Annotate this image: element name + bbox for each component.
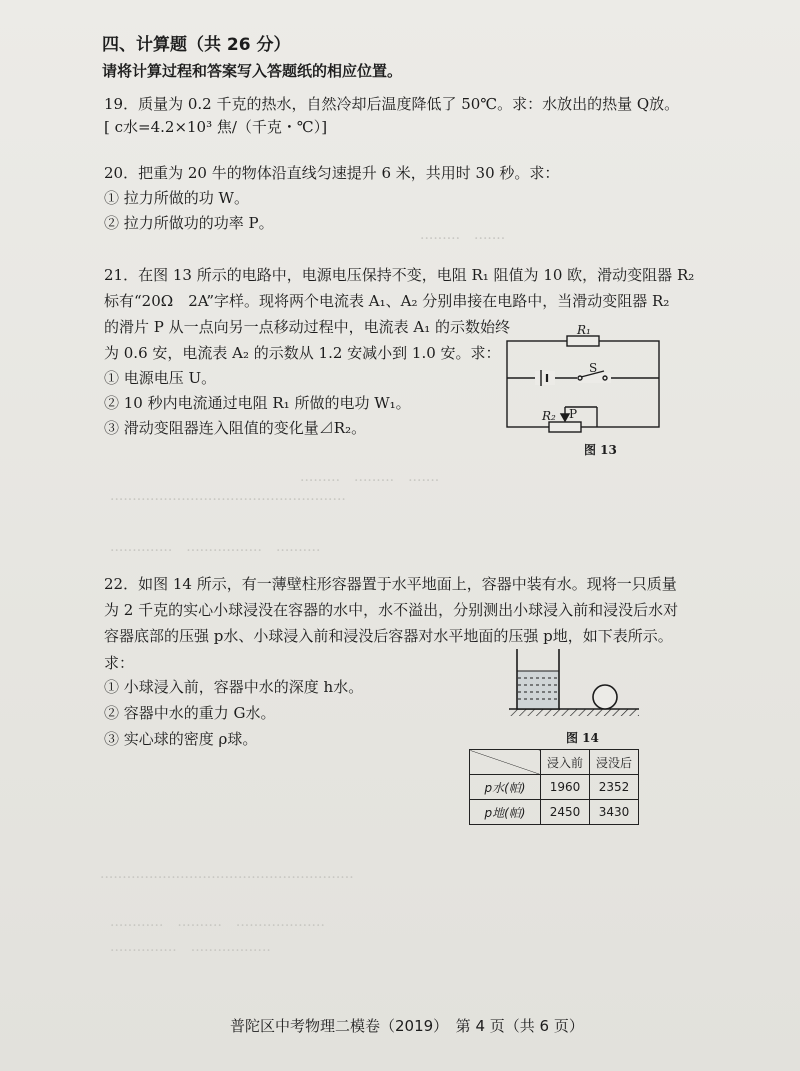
q22-line-3: 容器底部的压强 p水、小球浸入前和浸没后容器对水平地面的压强 p地，如下表所示。: [104, 627, 673, 645]
container-diagram-fig14: [505, 645, 645, 725]
table-cell: 1960: [541, 775, 590, 800]
row-label: p水(帕): [470, 775, 541, 800]
q21-line-3: 的滑片 P 从一点向另一点移动过程中，电流表 A₁ 的示数始终: [104, 318, 511, 336]
page-footer: 普陀区中考物理二模卷（2019） 第 4 页（共 6 页）: [230, 1017, 584, 1035]
q22-line-2: 为 2 千克的实心小球浸没在容器的水中，水不溢出，分别测出小球浸入前和浸没后水对: [104, 601, 679, 619]
q21-item-1: ① 电源电压 U。: [104, 369, 217, 387]
table-row: [470, 800, 639, 825]
q21-item-2: ② 10 秒内电流通过电阻 R₁ 所做的电功 W₁。: [104, 394, 411, 412]
table-corner-cell: [470, 750, 541, 775]
fig13-caption: 图 13: [584, 443, 617, 457]
ball-shape: [593, 685, 617, 709]
q19-constant: [ c水=4.2×10³ 焦/（千克・℃）]: [104, 118, 328, 136]
exam-page: ········· ······· ········· ········· ······· ····················································· ·············· ················· ·········· ························································· ············ ·········· ···················· ··············· ·················· 四、计算题（共 26 分） 请将计算过程和答案写入答题纸的相应位置。 19．质量为 0.2 千克的热水，自然冷却后温度降低了 50℃。求：水放出的热量 Q放。 [ c水=4.2×10³ 焦/（千克・℃）] 20．把重为 20 牛的物体沿直线匀速提升 6 米，共用时 30 秒。求： ① 拉力所做的功 W。 ② 拉力所做功的功率 P。 21．在图 13 所示的电路中，电源电压保持不变，电阻 R₁ 阻值为 10 欧，滑动变阻器 R₂ 标有“20Ω 2A”字样。现将两个电流表 A₁、A₂ 分别串接在电路中，当滑动变阻器 R₂ 的滑片 P 从一点向另一点移动过程中，电流表 A₁ 的示数始终 为 0.6 安，电流表 A₂ 的示数从 1.2 安减小到 1.0 安。求： ① 电源电压 U。 ② 10 秒内电流通过电阻 R₁ 所做的电功 W₁。 ③ 滑动变阻器连入阻值的变化量⊿R₂。 R₁ S R₂ P 图 13 22．如图 14 所示，有一薄壁柱形容器置于水平地面上，容器中装有水。现将一只质量 为 2 千克的实心小球浸没在容器的水中，水不溢出，分别测出小球浸入前和浸没后水对 容器底部的压强 p水、小球浸入前和浸没后容器对水平地面的压强 p地，如下表所示。 求： ① 小球浸入前，容器中水的深度 h水。 ② 容器中水的重力 G水。 ③ 实心球的密度 ρ球。 图 14 浸入前 浸没后 p水(帕) 1960 2352 p地(帕) 2450 3430 普陀区中考物理二模卷（2019） 第 4 页（共 6 页）: [0, 0, 800, 1071]
label-p: P: [569, 407, 578, 421]
q19-text: 19．质量为 0.2 千克的热水，自然冷却后温度降低了 50℃。求：水放出的热量 Q放。: [104, 95, 680, 113]
row-label: p地(帕): [470, 800, 541, 825]
q22-line-1: 22．如图 14 所示，有一薄壁柱形容器置于水平地面上，容器中装有水。现将一只质量: [104, 575, 677, 593]
label-r2: R₂: [542, 409, 556, 423]
q21-item-3: ③ 滑动变阻器连入阻值的变化量⊿R₂。: [104, 419, 367, 437]
circuit-diagram-fig13: [505, 325, 665, 440]
q21-line-1: 21．在图 13 所示的电路中，电源电压保持不变，电阻 R₁ 阻值为 10 欧，滑动变阻器 R₂: [104, 266, 695, 284]
section-instruction: 请将计算过程和答案写入答题纸的相应位置。: [102, 62, 403, 80]
label-r1: R₁: [577, 325, 591, 337]
q22-item-2: ② 容器中水的重力 G水。: [104, 704, 276, 722]
q20-item-2: ② 拉力所做功的功率 P。: [104, 214, 274, 232]
q22-item-3: ③ 实心球的密度 ρ球。: [104, 730, 258, 748]
q21-line-2: 标有“20Ω 2A”字样。现将两个电流表 A₁、A₂ 分别串接在电路中，当滑动变阻器 R₂: [104, 292, 670, 310]
table-cell: 2450: [541, 800, 590, 825]
pressure-table: [469, 749, 639, 825]
table-row: [470, 775, 639, 800]
section-title: 四、计算题（共 26 分）: [102, 35, 291, 55]
table-header: 浸没后: [590, 750, 639, 775]
fig14-caption: 图 14: [566, 731, 599, 745]
table-cell: 3430: [590, 800, 639, 825]
table-cell: 2352: [590, 775, 639, 800]
table-header: 浸入前: [541, 750, 590, 775]
label-s: S: [589, 361, 598, 375]
q20-text: 20．把重为 20 牛的物体沿直线匀速提升 6 米，共用时 30 秒。求：: [104, 164, 560, 182]
q22-line-4: 求：: [104, 654, 135, 672]
table-header-row: [470, 750, 639, 775]
q22-item-1: ① 小球浸入前，容器中水的深度 h水。: [104, 678, 364, 696]
q20-item-1: ① 拉力所做的功 W。: [104, 189, 249, 207]
q21-line-4: 为 0.6 安，电流表 A₂ 的示数从 1.2 安减小到 1.0 安。求：: [104, 344, 501, 362]
